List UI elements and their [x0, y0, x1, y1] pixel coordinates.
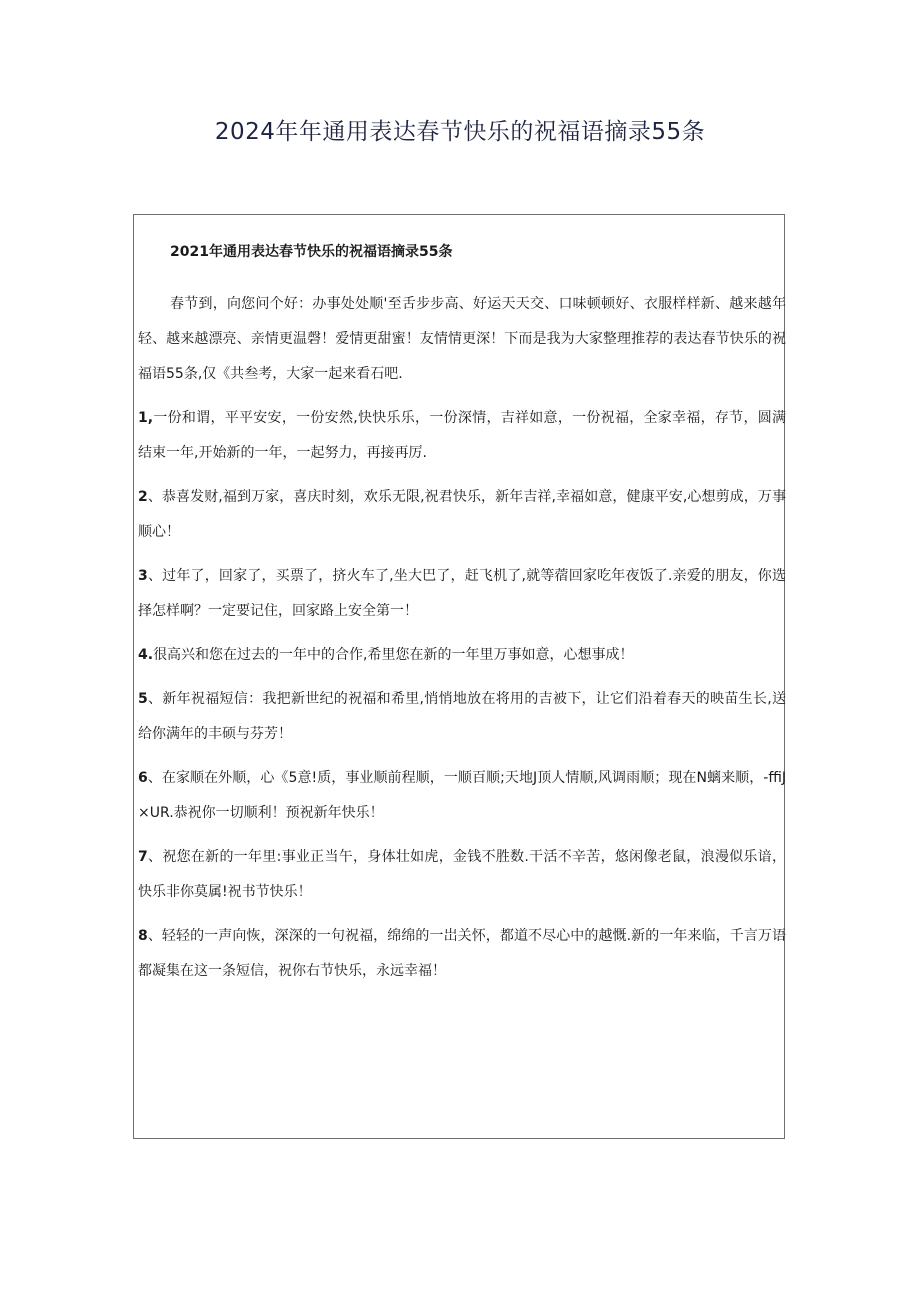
item-text: 、在家顺在外顺，心《5意!质，事业顺前程顺，一顺百顺;天地J顶人情顺,风调雨顺；现在N螭来顺，-ffiJ×UR.恭祝你一切顺利！预祝新年快乐！ — [138, 770, 786, 821]
item-text: 、轻轻的一声向恢，深深的一句祝福，绵绵的一岀关怀，都道不尽心中的越慨.新的一年来临，千言万语都凝集在这一条短信，祝你右节快乐，永远幸福！ — [138, 928, 786, 979]
list-item — [138, 401, 786, 471]
list-item — [138, 840, 786, 910]
item-number: 5 — [138, 691, 148, 707]
item-number: 6 — [138, 770, 148, 786]
item-text: 、祝您在新的一年里:事业正当午，身体壮如虎，金钱不胜数.干活不辛苦，悠闲像老鼠，浪漫似乐谙，快乐非你莫属!祝书节快乐！ — [138, 849, 786, 900]
item-text: 很高兴和您在过去的一年中的合作,希里您在新的一年里万事如意，心想事成！ — [153, 647, 634, 663]
inner-title: 2021年通用表达春节快乐的祝福语摘录55条 — [170, 244, 453, 260]
item-number: 8 — [138, 928, 148, 944]
item-number: 7 — [138, 849, 148, 865]
list-item — [138, 682, 786, 752]
content-box — [133, 214, 785, 1139]
item-number: 4. — [138, 647, 154, 663]
list-item — [138, 761, 786, 831]
list-item — [138, 638, 786, 673]
item-number: 2 — [138, 489, 148, 505]
body-text — [138, 287, 786, 998]
list-item — [138, 559, 786, 629]
item-text: 、恭喜发财,福到万家，喜庆时刻，欢乐无限,祝君快乐，新年吉祥,幸福如意，健康平安,心想剪成，万事顺心！ — [138, 489, 786, 540]
item-text: 、新年祝福短信：我把新世纪的祝福和希里,悄悄地放在将用的吉被下，让它们沿着春天的映苗生长,送给你满年的丰硕与芬芳！ — [138, 691, 786, 742]
document-title: 2024年年通用表达春节快乐的祝福语摘录55条 — [214, 119, 706, 145]
list-item — [138, 480, 786, 550]
list-item — [138, 919, 786, 989]
item-number: 1, — [138, 410, 154, 426]
item-number: 3 — [138, 568, 148, 584]
item-text: 一份和谓，平平安安，一份安然,快快乐乐，一份深情，吉祥如意，一份祝福，全家幸福，存节，圆满结束一年,开始新的一年，一起努力，再接再厉. — [138, 410, 786, 461]
item-text: 、过年了，回家了，买票了，挤火车了,坐大巴了，赶飞机了,就等蓿回家吃年夜饭了.亲爱的朋友，你选择怎样啊？一定要记住，回家路上安全第一！ — [138, 568, 786, 619]
intro-paragraph: 春节到，向您问个好：办事处处顺'至舌步步高、好运天天交、口味顿顿好、衣服样样新、越来越年轻、越来越漂亮、亲情更温磬！爱情更甜蜜！友情情更深！下而是我为大家整理推荐的表达春节快乐的祝福语55条,仅《共叁考，大家一起来看石吧. — [138, 296, 786, 382]
